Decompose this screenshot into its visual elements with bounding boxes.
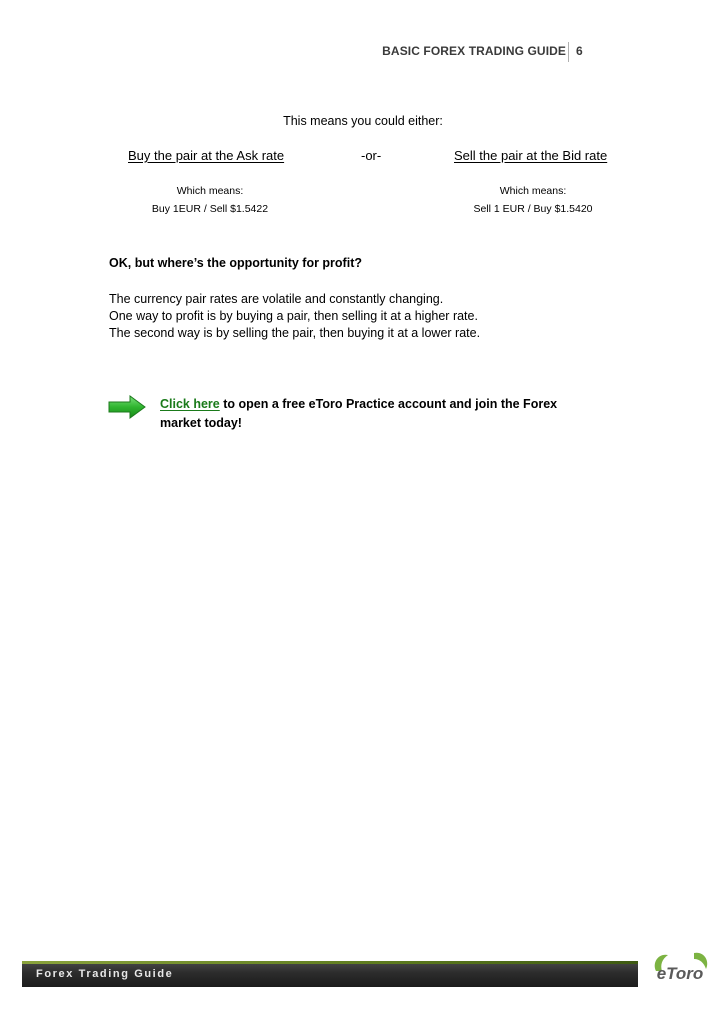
option-sell-means-label: Which means: — [499, 185, 567, 197]
header-title: BASIC FOREX TRADING GUIDE — [382, 44, 566, 58]
cta-block — [108, 394, 608, 436]
option-sell-title: Sell the pair at the Bid rate — [454, 148, 608, 163]
page-number: 6 — [576, 44, 583, 58]
cta-rest-text: to open a free eToro Practice account and join the Forex market today! — [160, 397, 558, 430]
intro-line — [0, 114, 728, 128]
cta-text — [160, 395, 600, 433]
option-or-label: -or- — [361, 148, 382, 163]
option-buy-means — [140, 182, 280, 218]
footer-bar-accent — [22, 961, 638, 964]
footer-bar — [22, 961, 638, 987]
right-arrow-icon — [108, 395, 146, 419]
intro-text: This means you could either: — [283, 114, 443, 128]
option-buy-means-label: Which means: — [176, 185, 244, 197]
option-sell-means-value: Sell 1 EUR / Buy $1.5420 — [473, 203, 593, 215]
paragraph-line: The second way is by selling the pair, then buying it at a lower rate. — [109, 326, 481, 340]
paragraph-line: One way to profit is by buying a pair, then selling it at a higher rate. — [109, 309, 478, 323]
logo-text: eToro — [656, 964, 704, 983]
option-sell-means — [463, 182, 603, 218]
profit-heading: OK, but where’s the opportunity for profit? — [109, 256, 362, 270]
option-buy-means-value: Buy 1EUR / Sell $1.5422 — [151, 203, 269, 215]
click-here-link[interactable]: Click here — [160, 397, 220, 411]
header-divider — [568, 42, 569, 62]
profit-paragraph — [109, 291, 480, 342]
option-buy-title: Buy the pair at the Ask rate — [128, 148, 285, 163]
etoro-logo-icon — [650, 945, 712, 989]
page-header — [0, 40, 728, 64]
footer-label: Forex Trading Guide — [36, 968, 174, 980]
paragraph-line: The currency pair rates are volatile and constantly changing. — [109, 292, 444, 306]
